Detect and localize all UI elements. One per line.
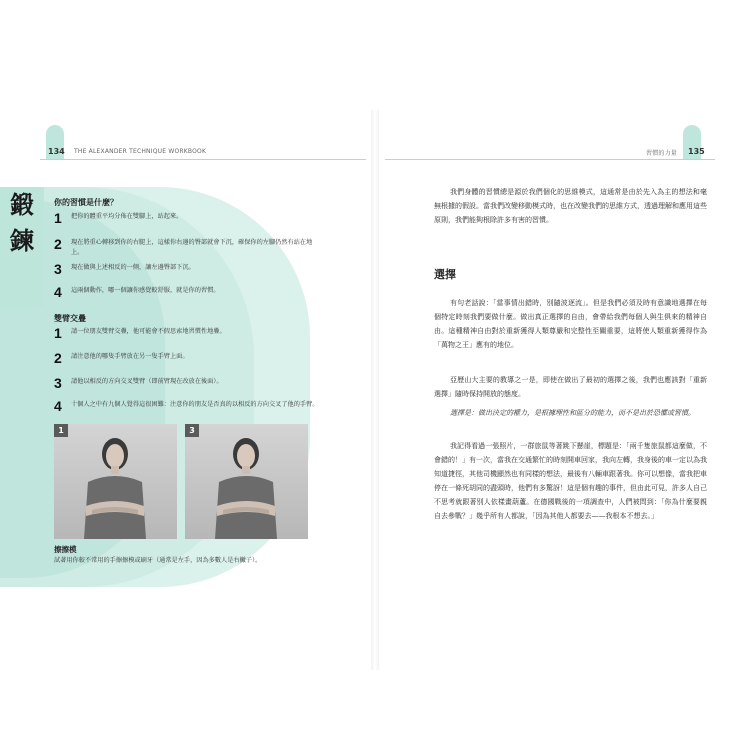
step-number: 2 [54,350,62,366]
body-paragraph-1: 我們身體的習慣總是源於我們個化的思維模式，這通常是由於先入為主的想法和毫無根據的假設。當我們改變移動模式時，也在改變我們的思維方式，透過理解和應用這些原則，我們能夠根除許多有害的習慣。 [434,188,707,224]
body-paragraph-5: 我記得看過一張照片，一群旅鼠等著跳下懸崖，標題是：「兩千隻旅鼠都這麼做，不會錯的！」有一次，當我在交通繁忙的時刻開車回家，我向左轉，我身後的車一定以為我知道捷徑，其他司機顯然也有同樣的想法，最後有八輛車跟著我。你可以想像，當我把車停在一條死胡同的盡頭時，他們有多驚訝！這是個有趣的事件，但由此可見，許多人自己不思考就跟著別人依樣畫葫蘆。在德國戰後的一項調查中，人們被問到：「你為什麼要親自去參戰？」幾乎所有人都說，「因為其他人都要去——我根本不想去。」 [434,442,707,520]
step-text: 請注意他的哪隻手臂放在另一隻手臂上面。 [71,353,189,360]
body-paragraph-3: 亞歷山大主要的教導之一是，即使在做出了最初的選擇之後，我們也應該對「重新選擇」隨時保持開放的態度。 [434,376,707,398]
right-page-number: 135 [688,147,705,156]
step-number: 3 [54,375,62,391]
step-number: 4 [54,398,62,414]
step-text: 現在將重心轉移到你的右腿上，這樣你右邊的臀部就會下沉，確保你的左腳仍然有站在地上。 [71,239,313,256]
step-text: 請一位朋友雙臂交疊，他可能會不假思索地習慣性地疊。 [71,328,226,335]
left-header-rule [40,159,366,160]
side-title-char-1: 鍛 [10,190,34,219]
step-number: 1 [54,210,62,226]
caption-text: 試著用你較不常用的手擦擦模或刷牙（通常是左手，因為多數人是右撇子）。 [54,557,262,564]
step-text: 請他以相反的方向交叉雙臂（即前臂現在改放在後面）。 [71,378,223,385]
left-running-head: THE ALEXANDER TECHNIQUE WORKBOOK [74,148,207,155]
step-number: 4 [54,284,62,300]
section1-title: 你的習慣是什麼？ [54,198,118,207]
photo-badge: 3 [185,424,199,437]
right-running-head: 習慣的力量 [646,150,678,157]
caption-title: 擦擦模 [54,545,77,554]
side-title-char-2: 鍊 [10,226,34,255]
step-number: 1 [54,325,62,341]
section-heading: 選擇 [434,268,456,281]
woman-figure-image [54,424,177,539]
woman-figure-image [185,424,308,539]
body-paragraph-2: 有句老話說：「當事情出錯時，別隨波逐流」。但是我們必須及時有意識地選擇在每個特定時刻我們要做什麼。做出真正選擇的自由，會帶給我們每個人與生俱來的精神自由。這種精神自由對於重新獲得人類尊嚴和完整性至關重要，這將使人類重新獲得作為「萬物之王」應有的地位。 [434,299,707,349]
photo-badge: 1 [54,424,68,437]
step-text: 這兩個動作，哪一個讓你感覺較舒服，就是你的習慣。 [71,287,220,294]
step-text: 十個人之中有九個人覺得這很困難：注意你的朋友是否真的以相反的方向交叉了他的手臂。 [71,401,319,408]
photo-crossed-arms-1 [54,424,177,539]
left-page-number: 134 [48,147,65,156]
step-text: 現在做與上述相反的一側，讓左邊臀部下沉。 [71,264,195,271]
body-paragraph-4: 選擇是：做出決定的權力，是根據理性和區分的能力，而不是出於恐懼或習慣。 [450,409,695,417]
side-title [0,187,44,307]
step-number: 3 [54,261,62,277]
step-text: 把你的體重平均分佈在雙腳上，站起來。 [71,213,183,220]
photo-crossed-arms-3 [185,424,308,539]
section2-title: 雙臂交疊 [54,314,86,323]
right-header-rule [385,159,715,160]
step-number: 2 [54,236,62,252]
